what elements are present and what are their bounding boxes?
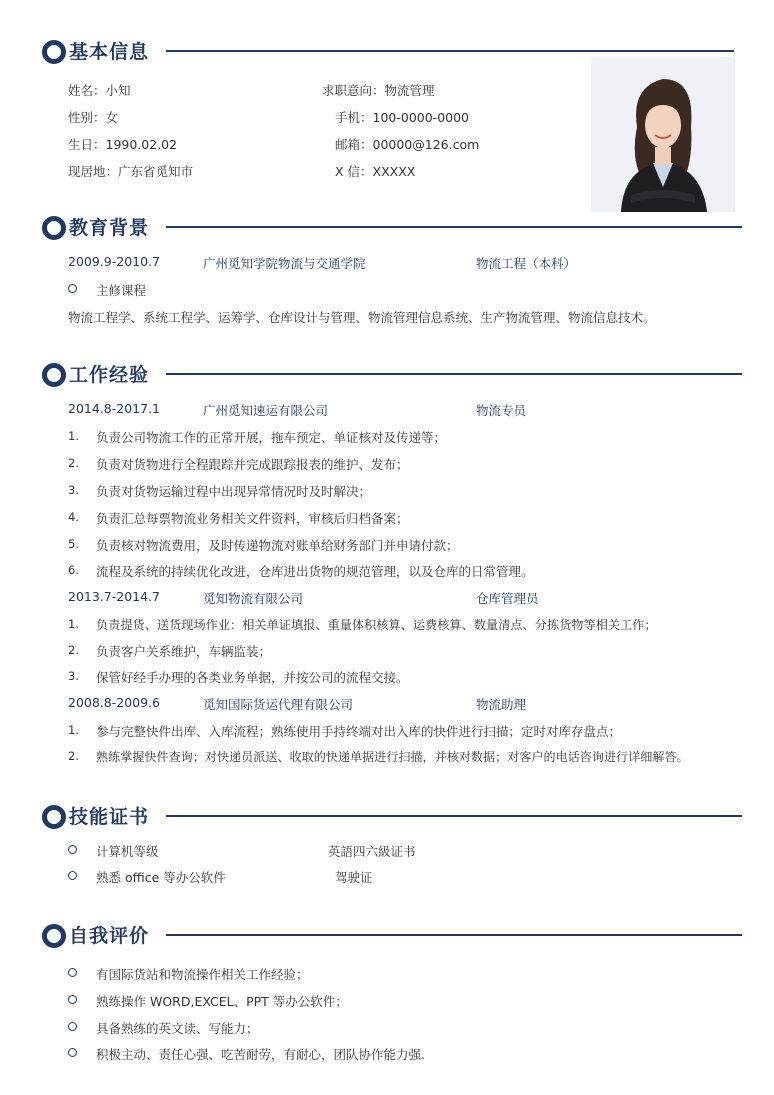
duty-text: 熟练掌握快件查询；对快递员派送、收取的快递单据进行扫描，并核对数据；对客户的电话咨询进行详细解答。 [96, 750, 689, 764]
residence-field: 现居地：广东省觅知市 [68, 164, 194, 179]
section-header-skills [42, 802, 742, 832]
skill-item: 计算机等级 [96, 844, 159, 859]
bullet-circle-icon [68, 871, 77, 880]
section-title: 技能证书 [69, 806, 150, 828]
duty-number: 1. [68, 723, 79, 737]
bullet-circle-icon [68, 1048, 77, 1057]
section-header-self [42, 921, 742, 951]
bullet-circle-icon [68, 1022, 77, 1031]
name-field: 姓名：小知 [68, 83, 131, 98]
duty-text: 负责公司物流工作的正常开展，拖车预定、单证核对及传递等； [96, 430, 447, 445]
birth-field: 生日：1990.02.02 [68, 137, 178, 152]
duty-number: 2. [68, 643, 79, 657]
section-title: 基本信息 [69, 41, 150, 63]
skill-item: 熟悉 office 等办公软件 [96, 870, 226, 885]
job-period: 2013.7-2014.7 [68, 589, 160, 604]
section-title: 工作经验 [69, 364, 150, 386]
portrait-image [591, 57, 735, 212]
job-company: 觅知国际货运代理有限公司 [203, 697, 354, 712]
duty-text: 保管好经手办理的各类业务单据，并按公司的流程交接。 [96, 670, 409, 685]
job-company: 广州觅知速运有限公司 [203, 403, 329, 418]
course-label: 主修课程 [96, 283, 147, 298]
section-title: 自我评价 [69, 925, 150, 947]
edu-school: 广州觅知学院物流与交通学院 [203, 256, 366, 271]
section-header-education [42, 213, 742, 243]
duty-number: 6. [68, 563, 79, 577]
duty-text: 负责对货物运输过程中出现异常情况时及时解决； [96, 484, 372, 499]
phone-field: 手机：100-0000-0000 [335, 110, 470, 125]
section-divider [166, 50, 734, 52]
section-circle-icon [42, 924, 66, 948]
duty-number: 5. [68, 537, 79, 551]
duty-text: 负责对货物进行全程跟踪并完成跟踪报表的维护、发布； [96, 457, 409, 472]
section-header-work [42, 360, 742, 390]
duty-number: 4. [68, 510, 79, 524]
bullet-circle-icon [68, 995, 77, 1004]
wechat-field: X 信：XXXXX [335, 164, 416, 179]
duty-text: 流程及系统的持续优化改进，仓库进出货物的规范管理，以及仓库的日常管理。 [96, 564, 534, 579]
self-item: 具备熟练的英文读、写能力； [96, 1021, 259, 1036]
job-role: 物流助理 [476, 697, 527, 712]
section-circle-icon [42, 216, 66, 240]
duty-text: 负责核对物流费用，及时传递物流对账单给财务部门并申请付款； [96, 538, 459, 553]
intent-field: 求职意向：物流管理 [322, 83, 435, 98]
section-circle-icon [42, 805, 66, 829]
section-divider [166, 226, 742, 228]
self-item: 有国际货站和物流操作相关工作经验； [96, 967, 309, 982]
course-list: 物流工程学、系统工程学、运筹学、仓库设计与管理、物流管理信息系统、生产物流管理、物流信息技术。 [68, 310, 656, 325]
duty-text: 负责汇总每票物流业务相关文件资料，审核后归档备案； [96, 511, 409, 526]
duty-number: 1. [68, 617, 79, 631]
gender-field: 性别：女 [68, 110, 119, 125]
duty-number: 3. [68, 483, 79, 497]
section-title: 教育背景 [69, 217, 150, 239]
profile-photo [591, 57, 735, 212]
duty-number: 2. [68, 749, 79, 763]
self-item: 熟练操作 WORD,EXCEL、PPT 等办公软件； [96, 994, 348, 1009]
bullet-circle-icon [68, 845, 77, 854]
duty-text: 参与完整快件出库、入库流程；熟练使用手持终端对出入库的快件进行扫描；定时对库存盘点； [96, 724, 622, 739]
section-circle-icon [42, 363, 66, 387]
email-field: 邮箱：00000@126.com [335, 137, 480, 152]
skill-item: 英語四六級证书 [328, 844, 416, 859]
edu-major: 物流工程（本科） [476, 256, 577, 271]
job-company: 觅知物流有限公司 [203, 591, 304, 606]
edu-period: 2009.9-2010.7 [68, 254, 160, 269]
duty-text: 负责提货、送货现场作业：相关单证填报、重量体积核算、运费核算、数量清点、分拣货物等相关工作； [96, 618, 657, 632]
duty-number: 2. [68, 456, 79, 470]
section-divider [166, 934, 742, 936]
job-period: 2014.8-2017.1 [68, 401, 160, 416]
skill-item: 驾驶证 [335, 870, 373, 885]
duty-number: 3. [68, 669, 79, 683]
self-item: 积极主动、责任心强、吃苦耐劳，有耐心，团队协作能力强. [96, 1047, 425, 1062]
bullet-circle-icon [68, 968, 77, 977]
job-role: 物流专员 [476, 403, 527, 418]
job-role: 仓库管理员 [476, 591, 539, 606]
section-circle-icon [42, 40, 66, 64]
section-divider [166, 815, 742, 817]
duty-text: 负责客户关系维护，车辆监装； [96, 644, 272, 659]
job-period: 2008.8-2009.6 [68, 695, 160, 710]
duty-number: 1. [68, 429, 79, 443]
bullet-circle-icon [68, 284, 77, 293]
section-divider [166, 373, 742, 375]
